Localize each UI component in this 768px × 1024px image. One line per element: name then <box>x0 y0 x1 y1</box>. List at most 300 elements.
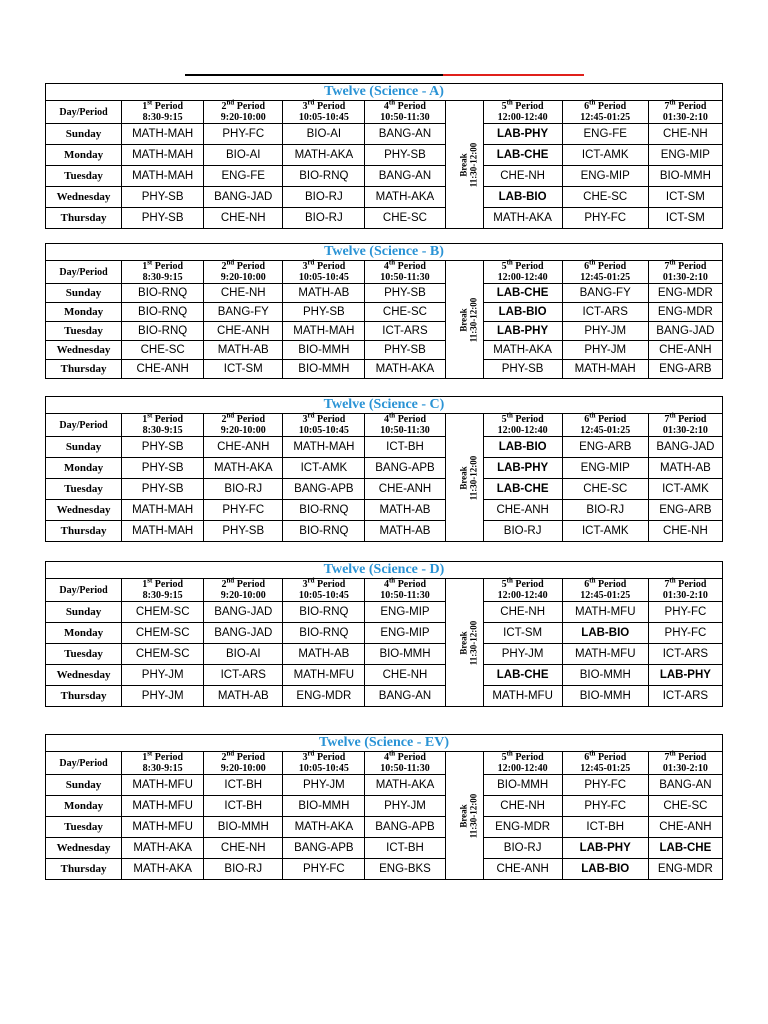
class-cell: PHY-SB <box>283 303 365 322</box>
table-row <box>46 686 723 707</box>
day-label: Thursday <box>46 521 122 542</box>
class-cell: MATH-AKA <box>283 817 365 838</box>
period-header <box>483 258 562 284</box>
class-cell: CHE-SC <box>365 208 445 229</box>
class-cell: CHE-NH <box>648 521 722 542</box>
class-cell: CHE-SC <box>122 341 204 360</box>
class-cell: MATH-AKA <box>283 145 365 166</box>
period-number: 5 <box>501 579 507 590</box>
class-cell: BANG-JAD <box>204 623 283 644</box>
day-period-header: Day/Period <box>46 579 122 602</box>
class-cell: MATH-AB <box>365 500 445 521</box>
period-ordinal-suffix: th <box>506 98 513 107</box>
table-row <box>46 303 723 322</box>
period-word: Period <box>678 101 707 112</box>
class-cell: MATH-MFU <box>283 665 365 686</box>
break-word: Break <box>457 152 468 177</box>
class-cell: ICT-ARS <box>648 644 722 665</box>
table-row <box>46 166 723 187</box>
lab-class-cell: LAB-BIO <box>562 859 648 880</box>
period-header <box>283 749 365 775</box>
period-ordinal-suffix: st <box>147 98 153 107</box>
class-cell: BANG-FY <box>562 284 648 303</box>
timetable <box>45 83 723 229</box>
period-word: Period <box>397 752 426 763</box>
period-word: Period <box>236 579 266 590</box>
day-label: Sunday <box>46 437 122 458</box>
period-time: 01:30-2:10 <box>662 112 708 123</box>
table-row <box>46 859 723 880</box>
period-ordinal-suffix: th <box>506 258 513 267</box>
period-word: Period <box>316 579 346 590</box>
period-header <box>204 749 283 775</box>
class-cell: MATH-MFU <box>122 796 204 817</box>
class-cell: BANG-APB <box>283 838 365 859</box>
period-time: 10:50-11:30 <box>380 763 430 774</box>
class-cell: ICT-BH <box>204 775 283 796</box>
class-cell: ENG-FE <box>204 166 283 187</box>
period-time: 8:30-9:15 <box>142 425 183 436</box>
day-label: Sunday <box>46 124 122 145</box>
period-time: 01:30-2:10 <box>662 272 708 283</box>
class-cell: MATH-AKA <box>122 859 204 880</box>
period-word: Period <box>154 101 184 112</box>
class-cell: PHY-JM <box>122 686 204 707</box>
period-word: Period <box>597 101 627 112</box>
period-word: Period <box>515 579 544 590</box>
class-cell: PHY-SB <box>122 187 204 208</box>
class-cell: ENG-MDR <box>483 817 562 838</box>
lab-class-cell: LAB-PHY <box>483 124 562 145</box>
class-cell: BANG-JAD <box>204 602 283 623</box>
period-time: 10:05-10:45 <box>298 590 349 601</box>
class-cell: BIO-MMH <box>562 665 648 686</box>
class-cell: BANG-FY <box>204 303 283 322</box>
class-cell: BIO-RJ <box>283 187 365 208</box>
lab-class-cell: LAB-CHE <box>483 145 562 166</box>
period-number: 5 <box>501 101 507 112</box>
period-time: 10:50-11:30 <box>380 112 430 123</box>
class-cell: BIO-AI <box>204 145 283 166</box>
period-number: 1 <box>142 414 148 425</box>
class-cell: CHE-NH <box>483 602 562 623</box>
timetable <box>45 561 723 707</box>
period-number: 2 <box>221 579 227 590</box>
class-cell: MATH-MAH <box>122 145 204 166</box>
period-header <box>204 98 283 124</box>
break-column <box>445 101 483 229</box>
class-cell: BIO-AI <box>204 644 283 665</box>
break-column <box>445 414 483 542</box>
timetable-section <box>45 243 723 379</box>
class-cell: CHE-SC <box>562 479 648 500</box>
class-cell: CHE-ANH <box>365 479 445 500</box>
class-cell: MATH-MFU <box>122 775 204 796</box>
period-time: 12:00-12:40 <box>497 763 548 774</box>
period-ordinal-suffix: th <box>388 98 396 107</box>
period-number: 7 <box>664 414 670 425</box>
period-header <box>365 98 445 124</box>
class-cell: MATH-AB <box>648 458 722 479</box>
class-cell: BIO-RNQ <box>122 303 204 322</box>
table-row <box>46 665 723 686</box>
class-cell: MATH-AB <box>204 686 283 707</box>
period-time: 10:05-10:45 <box>298 272 349 283</box>
period-header <box>562 258 648 284</box>
class-cell: CHE-ANH <box>648 341 722 360</box>
class-cell: ENG-MDR <box>648 303 722 322</box>
table-row <box>46 458 723 479</box>
class-cell: CHE-NH <box>648 124 722 145</box>
table-row <box>46 775 723 796</box>
class-cell: PHY-SB <box>122 437 204 458</box>
day-label: Sunday <box>46 602 122 623</box>
period-ordinal-suffix: th <box>388 411 396 420</box>
lab-class-cell: LAB-BIO <box>483 187 562 208</box>
period-header <box>562 98 648 124</box>
class-cell: CHE-ANH <box>204 437 283 458</box>
class-cell: CHEM-SC <box>122 602 204 623</box>
period-number: 1 <box>142 579 148 590</box>
class-cell: PHY-JM <box>122 665 204 686</box>
class-cell: ICT-ARS <box>562 303 648 322</box>
class-cell: MATH-AKA <box>365 360 445 379</box>
period-ordinal-suffix: th <box>669 576 676 585</box>
period-header <box>562 576 648 602</box>
class-cell: BIO-MMH <box>283 341 365 360</box>
class-cell: PHY-SB <box>365 341 445 360</box>
period-number: 4 <box>383 101 389 112</box>
day-period-header: Day/Period <box>46 414 122 437</box>
break-label <box>458 793 478 838</box>
class-cell: ICT-AMK <box>283 458 365 479</box>
period-time: 10:05-10:45 <box>298 112 349 123</box>
period-word: Period <box>154 414 184 425</box>
day-label: Tuesday <box>46 817 122 838</box>
day-label: Wednesday <box>46 341 122 360</box>
period-time: 10:50-11:30 <box>380 425 430 436</box>
period-word: Period <box>236 414 266 425</box>
class-cell: PHY-SB <box>365 145 445 166</box>
period-ordinal-suffix: nd <box>226 576 235 585</box>
break-word: Break <box>457 803 468 828</box>
day-period-header: Day/Period <box>46 101 122 124</box>
period-word: Period <box>515 101 544 112</box>
period-header <box>365 258 445 284</box>
class-cell: BIO-MMH <box>204 817 283 838</box>
period-time: 10:05-10:45 <box>298 425 349 436</box>
period-word: Period <box>515 261 544 272</box>
break-label <box>458 455 478 500</box>
table-row <box>46 623 723 644</box>
period-number: 2 <box>221 752 227 763</box>
class-cell: MATH-AB <box>204 341 283 360</box>
period-word: Period <box>316 752 346 763</box>
period-header <box>365 749 445 775</box>
day-label: Monday <box>46 145 122 166</box>
period-time: 01:30-2:10 <box>662 590 708 601</box>
period-header <box>648 258 722 284</box>
period-word: Period <box>597 752 627 763</box>
class-cell: CHE-ANH <box>483 859 562 880</box>
period-time: 8:30-9:15 <box>142 272 183 283</box>
class-cell: ICT-SM <box>483 623 562 644</box>
period-word: Period <box>678 579 707 590</box>
day-label: Tuesday <box>46 479 122 500</box>
section-title: Twelve (Science - D) <box>46 562 723 579</box>
day-label: Monday <box>46 796 122 817</box>
class-cell: ENG-MIP <box>365 602 445 623</box>
class-cell: PHY-JM <box>283 775 365 796</box>
period-header <box>122 98 204 124</box>
class-cell: CHE-SC <box>562 187 648 208</box>
break-column <box>445 579 483 707</box>
period-number: 2 <box>221 101 227 112</box>
table-row <box>46 284 723 303</box>
period-header <box>204 258 283 284</box>
class-cell: BIO-RNQ <box>283 166 365 187</box>
class-cell: PHY-FC <box>562 208 648 229</box>
class-cell: BIO-RJ <box>204 859 283 880</box>
class-cell: ICT-BH <box>365 838 445 859</box>
break-time: 11:30-12:00 <box>467 620 478 665</box>
break-word: Break <box>457 465 468 490</box>
class-cell: MATH-MAH <box>122 521 204 542</box>
table-row <box>46 479 723 500</box>
table-row <box>46 838 723 859</box>
class-cell: BIO-MMH <box>365 644 445 665</box>
class-cell: PHY-SB <box>365 284 445 303</box>
period-word: Period <box>316 261 346 272</box>
timetable-section <box>45 83 723 229</box>
class-cell: ICT-AMK <box>648 479 722 500</box>
class-cell: ICT-SM <box>648 187 722 208</box>
lab-class-cell: LAB-BIO <box>483 437 562 458</box>
period-header <box>483 576 562 602</box>
period-time: 9:20-10:00 <box>220 590 266 601</box>
class-cell: CHE-SC <box>648 796 722 817</box>
period-time: 9:20-10:00 <box>220 425 266 436</box>
period-number: 7 <box>664 579 670 590</box>
period-word: Period <box>154 261 184 272</box>
period-header <box>283 411 365 437</box>
period-header <box>365 411 445 437</box>
period-header <box>648 411 722 437</box>
period-time: 10:05-10:45 <box>298 763 349 774</box>
table-row <box>46 521 723 542</box>
class-cell: BANG-JAD <box>648 437 722 458</box>
class-cell: MATH-AKA <box>483 341 562 360</box>
break-column <box>445 261 483 379</box>
period-word: Period <box>316 414 346 425</box>
class-cell: BIO-RNQ <box>283 602 365 623</box>
period-header <box>122 576 204 602</box>
class-cell: ENG-MIP <box>562 166 648 187</box>
period-number: 7 <box>664 261 670 272</box>
period-number: 1 <box>142 101 148 112</box>
day-label: Wednesday <box>46 187 122 208</box>
class-cell: ICT-SM <box>648 208 722 229</box>
period-ordinal-suffix: th <box>589 749 596 758</box>
class-cell: MATH-AKA <box>365 187 445 208</box>
class-cell: PHY-JM <box>365 796 445 817</box>
period-header <box>365 576 445 602</box>
day-label: Wednesday <box>46 838 122 859</box>
period-time: 9:20-10:00 <box>220 272 266 283</box>
class-cell: PHY-JM <box>562 341 648 360</box>
day-label: Wednesday <box>46 500 122 521</box>
period-header <box>283 576 365 602</box>
class-cell: BIO-RNQ <box>283 623 365 644</box>
timetable-section <box>45 561 723 707</box>
timetable-section <box>45 734 723 880</box>
day-label: Tuesday <box>46 166 122 187</box>
class-cell: MATH-MAH <box>562 360 648 379</box>
class-cell: CHE-ANH <box>483 500 562 521</box>
class-cell: CHE-NH <box>483 166 562 187</box>
period-ordinal-suffix: th <box>388 258 396 267</box>
period-ordinal-suffix: st <box>147 576 153 585</box>
period-time: 01:30-2:10 <box>662 425 708 436</box>
class-cell: PHY-SB <box>122 479 204 500</box>
period-number: 1 <box>142 261 148 272</box>
class-cell: CHE-NH <box>204 284 283 303</box>
period-number: 5 <box>501 752 507 763</box>
lab-class-cell: LAB-PHY <box>483 458 562 479</box>
section-title: Twelve (Science - EV) <box>46 735 723 752</box>
period-time: 12:00-12:40 <box>497 590 548 601</box>
period-time: 10:50-11:30 <box>380 272 430 283</box>
class-cell: ENG-ARB <box>562 437 648 458</box>
period-time: 12:45-01:25 <box>580 272 631 283</box>
class-cell: BIO-RJ <box>483 838 562 859</box>
class-cell: BANG-APB <box>283 479 365 500</box>
period-word: Period <box>154 579 184 590</box>
class-cell: PHY-JM <box>562 322 648 341</box>
period-header <box>648 98 722 124</box>
class-cell: ICT-AMK <box>562 145 648 166</box>
table-row <box>46 341 723 360</box>
period-number: 3 <box>302 101 308 112</box>
period-time: 12:45-01:25 <box>580 112 631 123</box>
period-header <box>204 411 283 437</box>
period-number: 3 <box>302 579 308 590</box>
timetable <box>45 734 723 880</box>
period-ordinal-suffix: th <box>589 258 596 267</box>
class-cell: ENG-ARB <box>648 360 722 379</box>
break-word: Break <box>457 630 468 655</box>
period-time: 8:30-9:15 <box>142 763 183 774</box>
period-word: Period <box>515 414 544 425</box>
day-label: Thursday <box>46 859 122 880</box>
top-rule-black <box>185 74 443 76</box>
class-cell: BIO-RJ <box>483 521 562 542</box>
class-cell: BIO-MMH <box>648 166 722 187</box>
class-cell: MATH-MAH <box>283 322 365 341</box>
table-row <box>46 796 723 817</box>
period-number: 5 <box>501 261 507 272</box>
period-header <box>648 576 722 602</box>
section-title: Twelve (Science - C) <box>46 397 723 414</box>
period-ordinal-suffix: st <box>147 411 153 420</box>
period-number: 7 <box>664 752 670 763</box>
period-word: Period <box>236 261 266 272</box>
class-cell: ENG-BKS <box>365 859 445 880</box>
period-number: 4 <box>383 261 389 272</box>
class-cell: MATH-MAH <box>283 437 365 458</box>
class-cell: MATH-AKA <box>204 458 283 479</box>
day-label: Thursday <box>46 360 122 379</box>
period-ordinal-suffix: rd <box>307 576 315 585</box>
table-row <box>46 644 723 665</box>
class-cell: PHY-FC <box>204 124 283 145</box>
class-cell: ENG-MDR <box>648 859 722 880</box>
period-ordinal-suffix: rd <box>307 98 315 107</box>
lab-class-cell: LAB-CHE <box>648 838 722 859</box>
period-ordinal-suffix: th <box>669 98 676 107</box>
day-label: Tuesday <box>46 644 122 665</box>
period-word: Period <box>678 414 707 425</box>
period-ordinal-suffix: th <box>506 411 513 420</box>
class-cell: BIO-AI <box>283 124 365 145</box>
class-cell: BIO-MMH <box>283 360 365 379</box>
period-time: 8:30-9:15 <box>142 112 183 123</box>
period-number: 6 <box>584 579 590 590</box>
period-ordinal-suffix: th <box>506 576 513 585</box>
class-cell: ENG-MIP <box>648 145 722 166</box>
class-cell: PHY-SB <box>122 208 204 229</box>
class-cell: BANG-JAD <box>204 187 283 208</box>
class-cell: CHE-NH <box>204 208 283 229</box>
period-number: 6 <box>584 101 590 112</box>
lab-class-cell: LAB-PHY <box>562 838 648 859</box>
period-header <box>122 258 204 284</box>
day-label: Monday <box>46 458 122 479</box>
lab-class-cell: LAB-BIO <box>562 623 648 644</box>
period-header <box>562 749 648 775</box>
break-word: Break <box>457 307 468 332</box>
period-header <box>122 749 204 775</box>
class-cell: MATH-AKA <box>483 208 562 229</box>
class-cell: MATH-MAH <box>122 124 204 145</box>
day-period-header: Day/Period <box>46 261 122 284</box>
break-time: 11:30-12:00 <box>467 455 478 500</box>
class-cell: BANG-AN <box>648 775 722 796</box>
period-ordinal-suffix: th <box>669 749 676 758</box>
period-header <box>283 258 365 284</box>
class-cell: PHY-FC <box>204 500 283 521</box>
period-header <box>562 411 648 437</box>
period-ordinal-suffix: rd <box>307 411 315 420</box>
class-cell: MATH-AKA <box>122 838 204 859</box>
day-period-header: Day/Period <box>46 752 122 775</box>
period-time: 12:00-12:40 <box>497 112 548 123</box>
class-cell: BIO-MMH <box>283 796 365 817</box>
class-cell: BIO-RJ <box>204 479 283 500</box>
break-time: 11:30-12:00 <box>467 142 478 187</box>
table-row <box>46 124 723 145</box>
lab-class-cell: LAB-CHE <box>483 284 562 303</box>
day-label: Sunday <box>46 775 122 796</box>
period-header <box>204 576 283 602</box>
period-word: Period <box>678 261 707 272</box>
period-word: Period <box>597 414 627 425</box>
class-cell: ENG-MIP <box>365 623 445 644</box>
day-label: Sunday <box>46 284 122 303</box>
period-time: 12:45-01:25 <box>580 763 631 774</box>
period-word: Period <box>397 101 426 112</box>
section-title: Twelve (Science - B) <box>46 244 723 261</box>
